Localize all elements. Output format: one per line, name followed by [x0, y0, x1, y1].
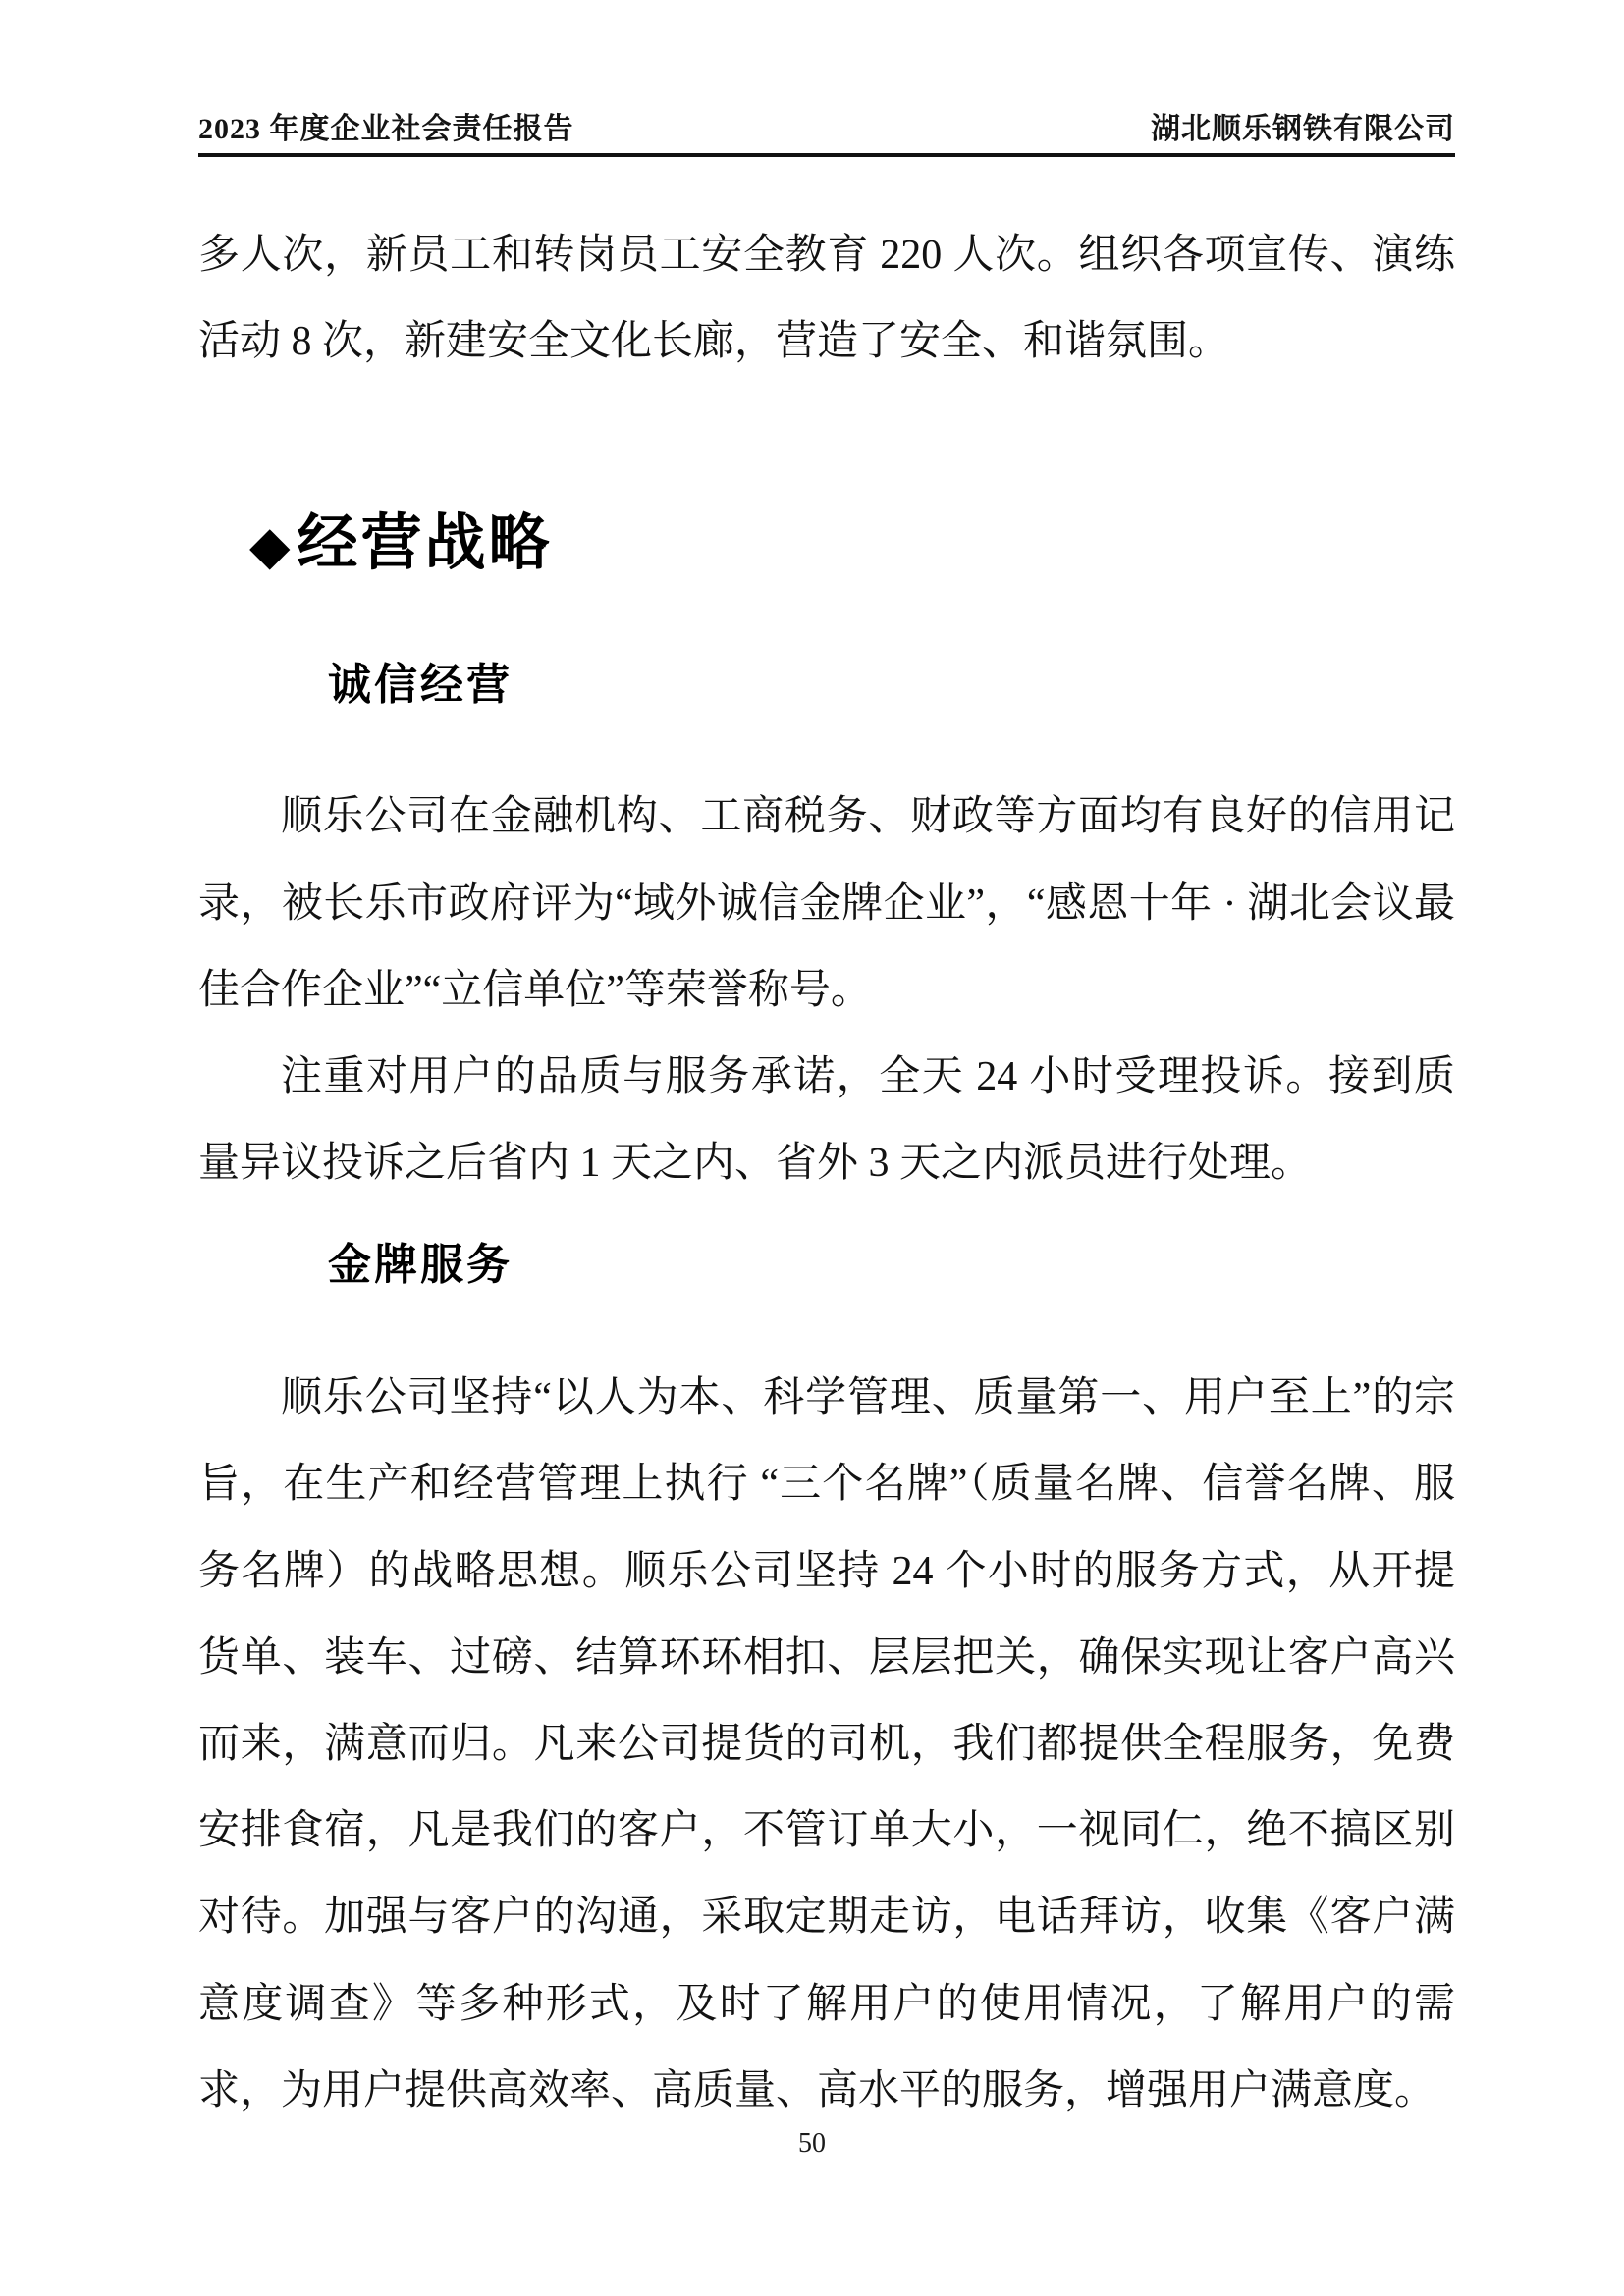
section-title — [198, 508, 1455, 578]
section-title-text: 经营战略 — [297, 509, 553, 578]
content-column — [198, 0, 1455, 2134]
header-report-title: 2023 年度企业社会责任报告 — [198, 113, 574, 145]
subheading-gold-medal-service: 金牌服务 — [328, 1241, 513, 1290]
page-header — [198, 0, 1455, 157]
service-paragraph-1: 顺乐公司坚持“以人为本、科学管理、质量第一、用户至上”的宗旨，在生产和经营管理上执行 “三个名牌”（质量名牌、信誉名牌、服务名牌）的战略思想。顺乐公司坚持 24 个小时的服务方式，从开提货单、装车、过磅、结算环环相扣、层层把关，确保实现让客户高兴而来，满意而归。凡来公司提货的司机，我们都提供全程服务，免费安排食宿，凡是我们的客户，不管订单大小，一视同仁，绝不搞区别对待。加强与客户的沟通，采取定期走访，电话拜访，收集《客户满意度调查》等多种形式，及时了解用户的使用情况，了解用户的需求，为用户提供高效率、高质量、高水平的服务，增强用户满意度。 — [198, 1375, 1455, 2113]
subheading-integrity-management: 诚信经营 — [328, 660, 513, 709]
diamond-bullet-icon: ◆ — [249, 516, 294, 576]
integrity-paragraph-1: 顺乐公司在金融机构、工商税务、财政等方面均有良好的信用记录，被长乐市政府评为“域外诚信金牌企业”，“感恩十年 · 湖北会议最佳合作企业”“立信单位”等荣誉称号。 — [198, 794, 1455, 1013]
document-body — [198, 212, 1455, 2134]
intro-paragraph: 多人次，新员工和转岗员工安全教育 220 人次。组织各项宣传、演练活动 8 次，新建安全文化长廊，营造了安全、和谐氛围。 — [198, 233, 1455, 365]
integrity-paragraph-2: 注重对用户的品质与服务承诺，全天 24 小时受理投诉。接到质量异议投诉之后省内 1 天之内、省外 3 天之内派员进行处理。 — [198, 1054, 1455, 1187]
header-company-name: 湖北顺乐钢铁有限公司 — [1151, 113, 1455, 145]
page-number: 50 — [798, 2128, 826, 2159]
